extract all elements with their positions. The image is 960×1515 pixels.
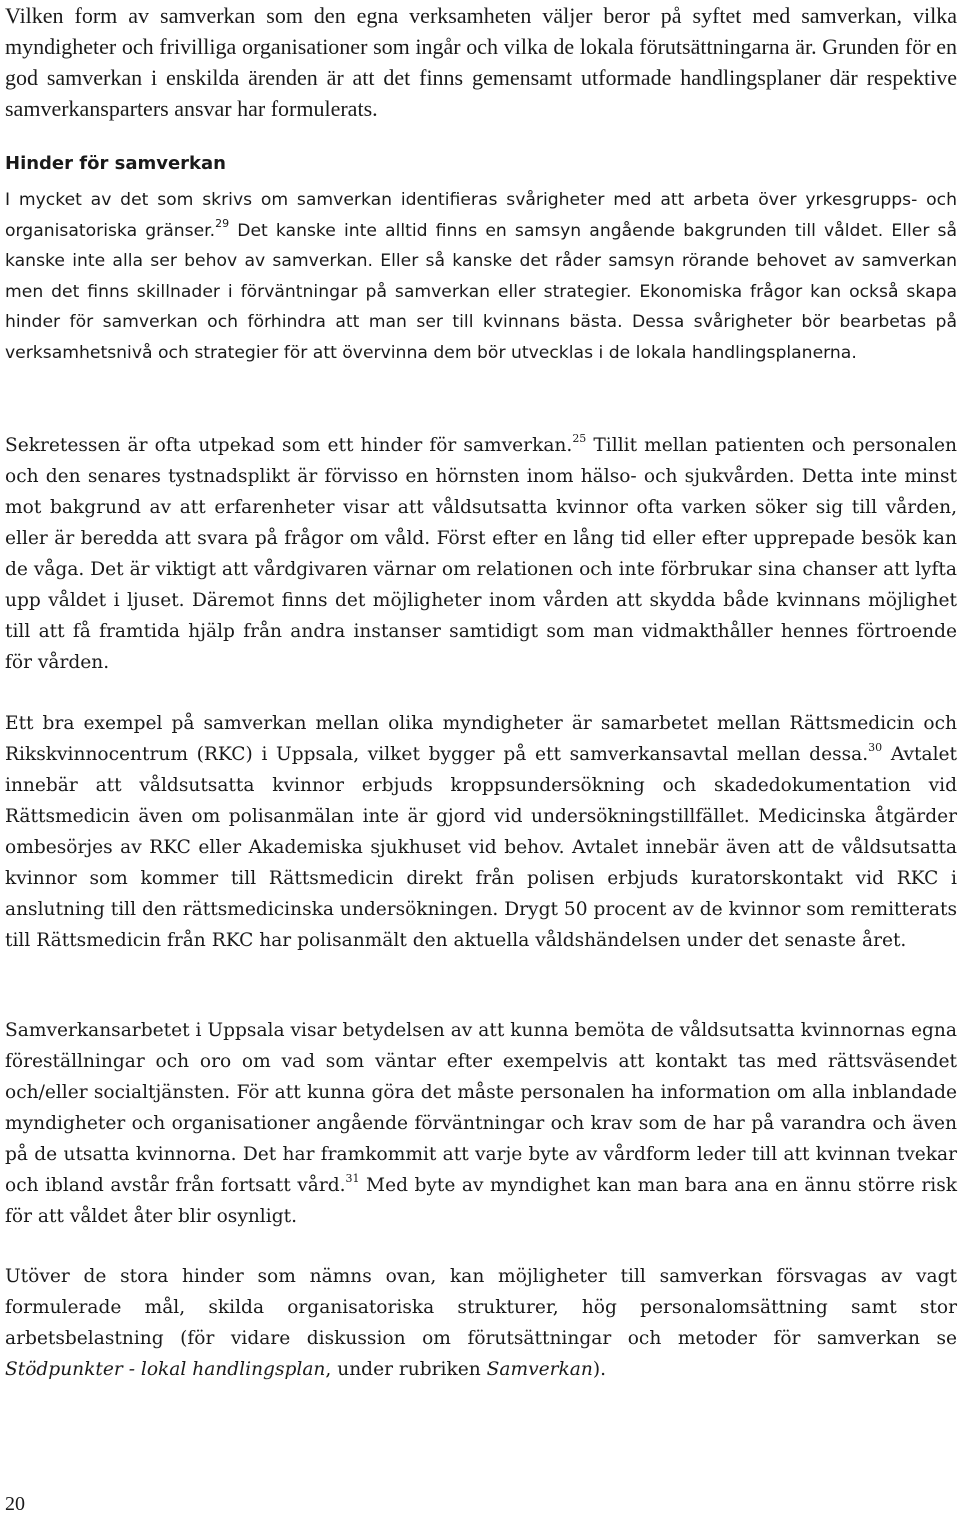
exempel-paragraph — [5, 708, 957, 956]
page-number: 20 — [5, 1493, 25, 1515]
utover-text-b: , under rubriken — [325, 1359, 487, 1380]
sekretess-text-b: Tillit mellan patienten och personalen och den senares tystnadsplikt är förvisso en hörnsten inom hälso- och sjukvården. Detta inte minst mot bakgrund av att erfarenheter visar att våldsutsatta kvinnor ofta varken söker sig till vården, eller är beredda att svara på frågor om våld. Först efter en lång tid eller efter upprepade besök kan de våga. Det är viktigt att vårdgivaren värnar om relationen och inte förbrukar sina chanser att lyfta upp våldet i ljuset. Däremot finns det möjligheter inom vården att skydda både kvinnans möjlighet till att få framtida hjälp från andra instanser samtidigt som man vidmakthåller hennes förtroende för vården. — [5, 435, 957, 673]
intro-paragraph-block — [5, 0, 957, 124]
sekretess-paragraph-block — [5, 430, 957, 678]
footnote-ref: 31 — [345, 1171, 360, 1185]
sekretess-text-a: Sekretessen är ofta utpekad som ett hinder för samverkan. — [5, 435, 573, 456]
footnote-ref: 25 — [572, 431, 587, 445]
footnote-ref: 29 — [215, 216, 230, 230]
hinder-text-a: I mycket av det som skrivs om samverkan identifieras svårigheter med att arbeta över yrkesgrupps- och organisatoriska gränser. — [5, 190, 957, 241]
exempel-text-a: Ett bra exempel på samverkan mellan olika myndigheter är samarbetet mellan Rättsmedicin och Rikskvinnocentrum (RKC) i Uppsala, vilket bygger på ett samverkansavtal mellan dessa. — [5, 713, 957, 765]
exempel-paragraph-block — [5, 708, 957, 956]
uppsala-paragraph-block — [5, 1015, 957, 1232]
intro-paragraph: Vilken form av samverkan som den egna verksamheten väljer beror på syftet med samverkan, vilka myndigheter och frivilliga organisationer som ingår och vilka de lokala förutsättningarna är. Grunden för en god samverkan i enskilda ärenden är att det finns gemensamt utformade handlingsplaner där respektive samverkansparters ansvar har formulerats. — [5, 3, 957, 121]
utover-italic-a: Stödpunkter - lokal handlingsplan — [5, 1359, 326, 1380]
hinder-paragraph-block — [5, 185, 957, 368]
section-heading: Hinder för samverkan — [5, 153, 226, 174]
utover-italic-b: Samverkan — [486, 1359, 593, 1380]
hinder-text-b: Det kanske inte alltid finns en samsyn angående bakgrunden till våldet. Eller så kanske inte alla ser behov av samverkan. Eller så kanske det råder samsyn rörande behovet av samverkan men det finns skillnader i förväntningar på samverkan eller strategier. Ekonomiska frågor kan också skapa hinder för samverkan och förhindra att man ser till kvinnans bästa. Dessa svårigheter bör bearbetas på verksamhetsnivå och strategier för att övervinna dem bör utvecklas i de lokala handlingsplanerna. — [5, 220, 957, 363]
sekretess-paragraph — [5, 430, 957, 678]
uppsala-paragraph — [5, 1015, 957, 1232]
footnote-ref: 30 — [868, 740, 883, 754]
exempel-text-b: Avtalet innebär att våldsutsatta kvinnor erbjuds kroppsundersökning och skadedokumentation vid Rättsmedicin även om polisanmälan inte är gjord vid undersökningstillfället. Medicinska åtgärder ombesörjes av RKC eller Akademiska sjukhuset vid behov. Avtalet innebär även att de våldsutsatta kvinnor som kommer till Rättsmedicin direkt från polisen erbjuds kuratorskontakt vid RKC i anslutning till den rättsmedicinska undersökningen. Drygt 50 procent av de kvinnor som remitterats till Rättsmedicin från RKC har polisanmält den aktuella våldshändelsen under det senaste året. — [5, 744, 957, 951]
section-heading-block — [5, 152, 957, 176]
uppsala-text-a: Samverkansarbetet i Uppsala visar betydelsen av att kunna bemöta de våldsutsatta kvinnornas egna föreställningar och oro om vad som väntar efter exempelvis att kontakt tas med rättsväsendet och/eller socialtjänsten. För att kunna göra det måste personalen ha information om alla inblandade myndigheter och organisationer angående förväntningar och krav som de har på varandra och även på de utsatta kvinnorna. Det har framkommit att varje byte av vårdform leder till att kvinnan tvekar och ibland avstår från fortsatt vård. — [5, 1020, 957, 1196]
utover-text-c: ). — [592, 1359, 606, 1380]
hinder-paragraph — [5, 185, 957, 368]
utover-text-a: Utöver de stora hinder som nämns ovan, kan möjligheter till samverkan försvagas av vagt formulerade mål, skilda organisatoriska strukturer, hög personalomsättning samt stor arbetsbelastning (för vidare diskussion om förutsättningar och metoder för samverkan se — [5, 1266, 957, 1349]
utover-paragraph — [5, 1261, 957, 1385]
utover-paragraph-block — [5, 1261, 957, 1385]
uppsala-text-b: Med byte av myndighet kan man bara ana en ännu större risk för att våldet åter blir osynligt. — [5, 1175, 958, 1227]
